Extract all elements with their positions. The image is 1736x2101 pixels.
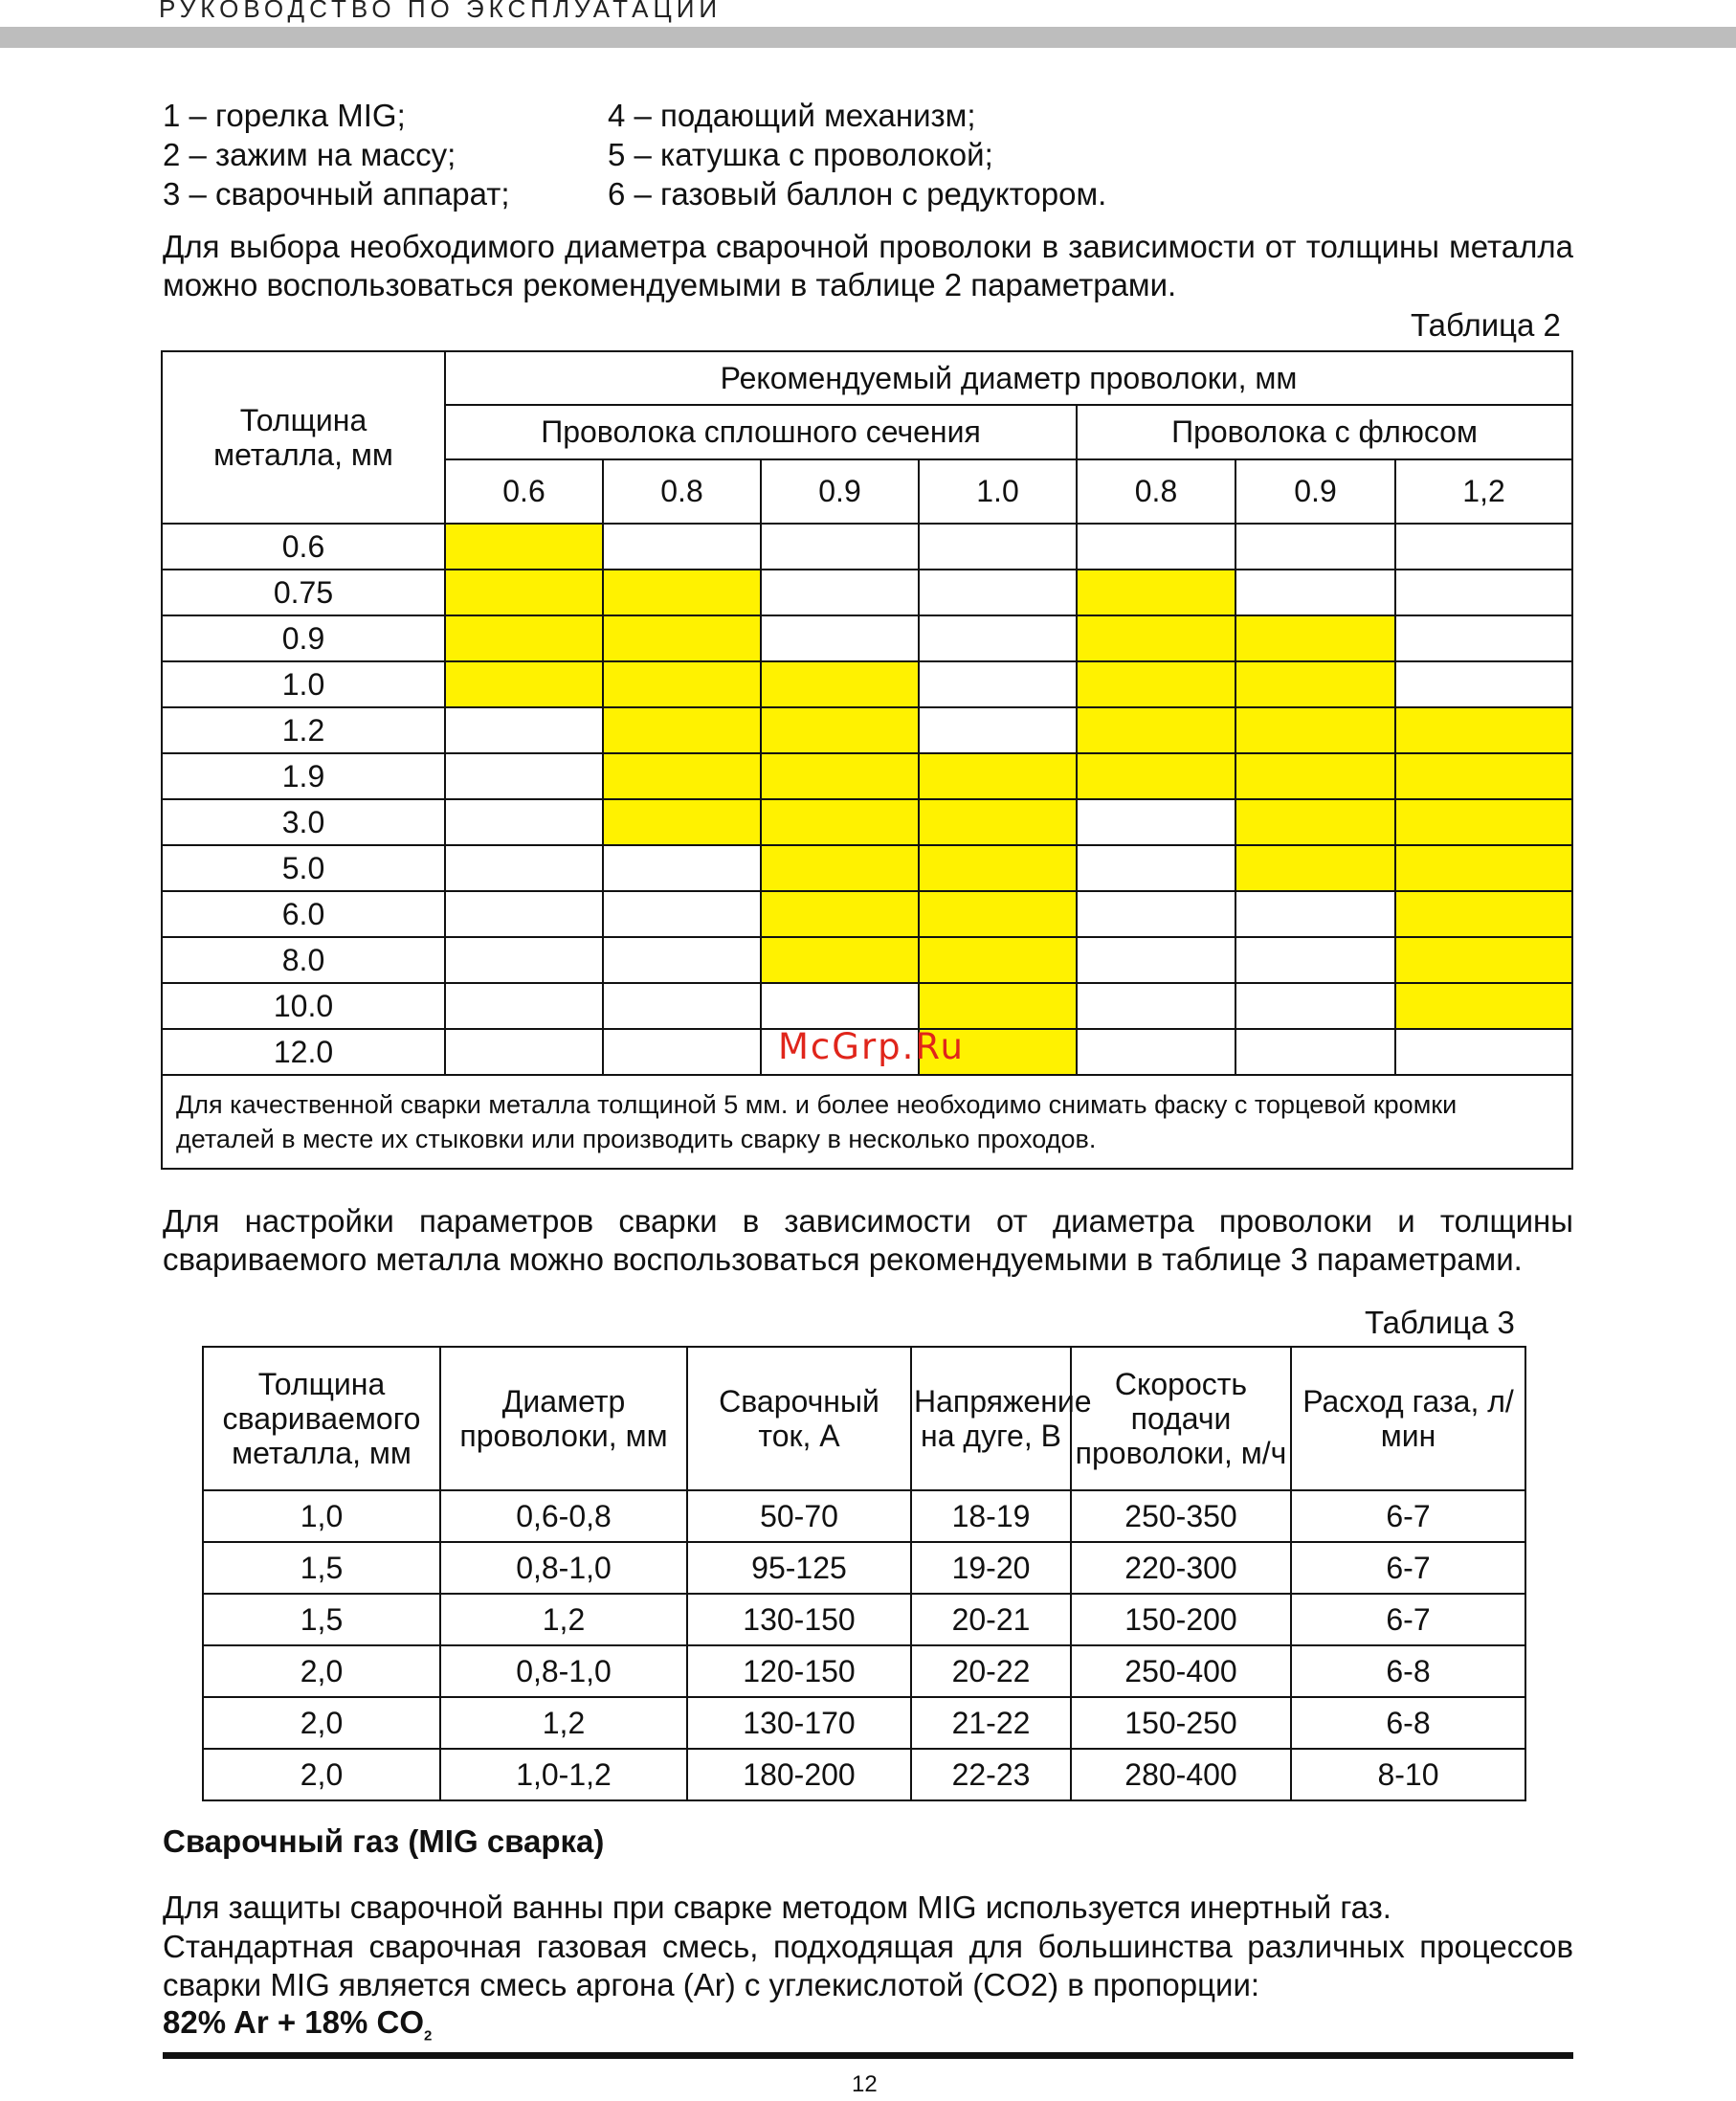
- table-cell: 0,8-1,0: [440, 1542, 687, 1594]
- table-cell: 1,5: [203, 1594, 440, 1645]
- table-cell: 120-150: [687, 1645, 911, 1697]
- recommended-cell: [445, 570, 603, 615]
- recommended-cell: [919, 799, 1077, 845]
- table-row: [203, 1542, 1525, 1594]
- table-cell: 6-8: [1291, 1697, 1525, 1749]
- recommended-cell: [761, 799, 919, 845]
- empty-cell: [1077, 983, 1235, 1029]
- empty-cell: [761, 524, 919, 570]
- empty-cell: [919, 615, 1077, 661]
- page-number: 12: [852, 2071, 878, 2097]
- empty-cell: [1235, 983, 1395, 1029]
- empty-cell: [1235, 891, 1395, 937]
- legend-item: 2 – зажим на массу;: [163, 137, 456, 172]
- thickness-cell: 12.0: [162, 1029, 445, 1075]
- section-title: Сварочный газ (MIG сварка): [163, 1823, 605, 1859]
- diameter-header: 0.9: [1235, 459, 1395, 524]
- empty-cell: [603, 1029, 761, 1075]
- column-header: Расход газа, л/мин: [1291, 1347, 1525, 1490]
- recommended-cell: [603, 753, 761, 799]
- footer-rule: [163, 2052, 1573, 2059]
- recommended-cell: [1235, 661, 1395, 707]
- recommended-cell: [1077, 570, 1235, 615]
- thickness-header: Толщина металла, мм: [162, 351, 445, 524]
- recommended-cell: [1395, 891, 1572, 937]
- legend-row: [163, 174, 1106, 213]
- table-cell: 150-250: [1071, 1697, 1291, 1749]
- intro-paragraph: Для выбора необходимого диаметра сварочной проволоки в зависимости от толщины металла можно воспользоваться рекомендуемыми в таблице 2 параметрами.: [163, 229, 1573, 302]
- table-cell: 50-70: [687, 1490, 911, 1542]
- table-row: [162, 661, 1572, 707]
- table-row: [203, 1749, 1525, 1800]
- empty-cell: [1395, 615, 1572, 661]
- empty-cell: [761, 570, 919, 615]
- empty-cell: [445, 707, 603, 753]
- figure-legend: [163, 96, 1106, 213]
- gas-formula: [163, 2004, 432, 2045]
- settings-paragraph: Для настройки параметров сварки в зависимости от диаметра проволоки и толщины свариваемого металла можно воспользоваться рекомендуемыми в таблице 3 параметрами.: [163, 1203, 1573, 1277]
- diameter-group-header: Рекомендуемый диаметр проволоки, мм: [445, 351, 1572, 405]
- empty-cell: [919, 524, 1077, 570]
- diameter-header: 0.8: [603, 459, 761, 524]
- recommended-cell: [603, 661, 761, 707]
- recommended-cell: [761, 937, 919, 983]
- formula-main: 82% Ar + 18% CO: [163, 2004, 424, 2040]
- table-cell: 0,6-0,8: [440, 1490, 687, 1542]
- recommended-cell: [1235, 707, 1395, 753]
- empty-cell: [919, 570, 1077, 615]
- table-row: [162, 799, 1572, 845]
- recommended-cell: [603, 799, 761, 845]
- table-cell: 1,5: [203, 1542, 440, 1594]
- recommended-cell: [1395, 937, 1572, 983]
- recommended-cell: [761, 707, 919, 753]
- table-cell: 1,0-1,2: [440, 1749, 687, 1800]
- recommended-cell: [445, 661, 603, 707]
- table-cell: 8-10: [1291, 1749, 1525, 1800]
- recommended-cell: [603, 615, 761, 661]
- thickness-cell: 6.0: [162, 891, 445, 937]
- empty-cell: [1395, 661, 1572, 707]
- recommended-cell: [1395, 753, 1572, 799]
- recommended-cell: [445, 524, 603, 570]
- legend-item: 6 – газовый баллон с редуктором.: [608, 176, 1107, 212]
- table-cell: 1,2: [440, 1594, 687, 1645]
- empty-cell: [1235, 1029, 1395, 1075]
- table-row: [203, 1594, 1525, 1645]
- table-cell: 20-22: [911, 1645, 1071, 1697]
- table-row: [162, 845, 1572, 891]
- header-title: РУКОВОДСТВО ПО ЭКСПЛУАТАЦИИ: [159, 0, 723, 23]
- table-cell: 2,0: [203, 1697, 440, 1749]
- empty-cell: [1235, 570, 1395, 615]
- recommended-cell: [919, 983, 1077, 1029]
- recommended-cell: [919, 891, 1077, 937]
- table-cell: 280-400: [1071, 1749, 1291, 1800]
- diameter-header: 1.0: [919, 459, 1077, 524]
- empty-cell: [603, 937, 761, 983]
- table-cell: 6-7: [1291, 1594, 1525, 1645]
- empty-cell: [445, 1029, 603, 1075]
- legend-item: 5 – катушка с проволокой;: [608, 137, 993, 172]
- diameter-header: 1,2: [1395, 459, 1572, 524]
- legend-row: [163, 135, 1106, 174]
- table-row: [162, 891, 1572, 937]
- recommended-cell: [919, 845, 1077, 891]
- table-cell: 22-23: [911, 1749, 1071, 1800]
- table-row: [162, 570, 1572, 615]
- table-row: [203, 1697, 1525, 1749]
- recommended-cell: [1077, 707, 1235, 753]
- table-cell: 2,0: [203, 1749, 440, 1800]
- recommended-cell: [1395, 799, 1572, 845]
- recommended-cell: [919, 753, 1077, 799]
- solid-wire-header: Проволока сплошного сечения: [445, 405, 1077, 459]
- formula-subscript: 2: [424, 2027, 433, 2045]
- thickness-cell: 0.75: [162, 570, 445, 615]
- empty-cell: [445, 799, 603, 845]
- table-row: [162, 937, 1572, 983]
- table-cell: 220-300: [1071, 1542, 1291, 1594]
- table-row: [203, 1490, 1525, 1542]
- legend-item: 1 – горелка MIG;: [163, 98, 406, 133]
- diameter-header: 0.9: [761, 459, 919, 524]
- table-row: [162, 707, 1572, 753]
- table-cell: 130-170: [687, 1697, 911, 1749]
- empty-cell: [603, 845, 761, 891]
- empty-cell: [919, 661, 1077, 707]
- table-cell: 6-8: [1291, 1645, 1525, 1697]
- diameter-header: 0.6: [445, 459, 603, 524]
- thickness-cell: 1.0: [162, 661, 445, 707]
- recommended-cell: [1395, 845, 1572, 891]
- recommended-cell: [1077, 661, 1235, 707]
- recommended-cell: [1395, 707, 1572, 753]
- welding-parameters-table: [202, 1346, 1526, 1801]
- thickness-cell: 0.9: [162, 615, 445, 661]
- recommended-cell: [445, 615, 603, 661]
- gas-paragraph: Для защиты сварочной ванны при сварке методом MIG используется инертный газ.: [163, 1889, 1391, 1925]
- table2-caption: Таблица 2: [1411, 307, 1561, 343]
- empty-cell: [1077, 845, 1235, 891]
- table-row: [162, 983, 1572, 1029]
- table-cell: 95-125: [687, 1542, 911, 1594]
- table-cell: 150-200: [1071, 1594, 1291, 1645]
- header-bar: [0, 27, 1736, 48]
- recommended-cell: [1395, 983, 1572, 1029]
- recommended-cell: [603, 570, 761, 615]
- gas-mix-paragraph: Стандартная сварочная газовая смесь, подходящая для большинства различных процессов сварки MIG является смесь аргона (Ar) с углекислотой (CO2) в пропорции:: [163, 1929, 1573, 2002]
- empty-cell: [1077, 799, 1235, 845]
- column-header: Напряжение на дуге, В: [911, 1347, 1071, 1490]
- empty-cell: [919, 707, 1077, 753]
- legend-item: 3 – сварочный аппарат;: [163, 176, 510, 212]
- thickness-cell: 1.2: [162, 707, 445, 753]
- table-cell: 1,0: [203, 1490, 440, 1542]
- recommended-cell: [919, 937, 1077, 983]
- column-header: Диаметр проволоки, мм: [440, 1347, 687, 1490]
- table-cell: 2,0: [203, 1645, 440, 1697]
- thickness-cell: 0.6: [162, 524, 445, 570]
- table3-caption: Таблица 3: [1365, 1305, 1515, 1340]
- recommended-cell: [761, 661, 919, 707]
- table-row: [162, 615, 1572, 661]
- empty-cell: [445, 891, 603, 937]
- column-header: Толщина свариваемого металла, мм: [203, 1347, 440, 1490]
- table-cell: 0,8-1,0: [440, 1645, 687, 1697]
- empty-cell: [1395, 570, 1572, 615]
- empty-cell: [603, 524, 761, 570]
- table-cell: 21-22: [911, 1697, 1071, 1749]
- table-cell: 19-20: [911, 1542, 1071, 1594]
- empty-cell: [445, 983, 603, 1029]
- thickness-cell: 5.0: [162, 845, 445, 891]
- watermark: McGrp.Ru: [778, 1026, 965, 1067]
- table-cell: 6-7: [1291, 1542, 1525, 1594]
- empty-cell: [1077, 524, 1235, 570]
- recommended-cell: [1077, 753, 1235, 799]
- empty-cell: [1235, 937, 1395, 983]
- table-cell: 130-150: [687, 1594, 911, 1645]
- table-cell: 180-200: [687, 1749, 911, 1800]
- column-header: Сварочный ток, А: [687, 1347, 911, 1490]
- recommended-cell: [603, 707, 761, 753]
- table-cell: 18-19: [911, 1490, 1071, 1542]
- thickness-cell: 10.0: [162, 983, 445, 1029]
- flux-wire-header: Проволока с флюсом: [1077, 405, 1572, 459]
- thickness-cell: 8.0: [162, 937, 445, 983]
- table-cell: 20-21: [911, 1594, 1071, 1645]
- thickness-cell: 3.0: [162, 799, 445, 845]
- empty-cell: [445, 753, 603, 799]
- table-row: [203, 1645, 1525, 1697]
- column-header: Скорость подачи проволоки, м/ч: [1071, 1347, 1291, 1490]
- empty-cell: [445, 937, 603, 983]
- empty-cell: [761, 983, 919, 1029]
- empty-cell: [603, 891, 761, 937]
- note-row: [162, 1075, 1572, 1169]
- recommended-cell: [761, 753, 919, 799]
- empty-cell: [1077, 1029, 1235, 1075]
- recommended-cell: [761, 845, 919, 891]
- recommended-cell: [1235, 799, 1395, 845]
- empty-cell: [1077, 937, 1235, 983]
- empty-cell: [761, 615, 919, 661]
- empty-cell: [1395, 1029, 1572, 1075]
- table-cell: 1,2: [440, 1697, 687, 1749]
- table-note: Для качественной сварки металла толщиной 5 мм. и более необходимо снимать фаску с торцевой кромки деталей в месте их стыковки или производить сварку в несколько проходов.: [162, 1075, 1572, 1169]
- recommended-cell: [1077, 615, 1235, 661]
- empty-cell: [1235, 524, 1395, 570]
- table-cell: 6-7: [1291, 1490, 1525, 1542]
- table-row: [162, 753, 1572, 799]
- diameter-header: 0.8: [1077, 459, 1235, 524]
- legend-item: 4 – подающий механизм;: [608, 98, 976, 133]
- legend-row: [163, 96, 1106, 135]
- recommended-cell: [1235, 615, 1395, 661]
- empty-cell: [1077, 891, 1235, 937]
- thickness-cell: 1.9: [162, 753, 445, 799]
- recommended-cell: [1235, 753, 1395, 799]
- empty-cell: [603, 983, 761, 1029]
- empty-cell: [1395, 524, 1572, 570]
- table-row: [162, 524, 1572, 570]
- empty-cell: [445, 845, 603, 891]
- table-cell: 250-350: [1071, 1490, 1291, 1542]
- table-cell: 250-400: [1071, 1645, 1291, 1697]
- recommended-cell: [1235, 845, 1395, 891]
- recommended-cell: [761, 891, 919, 937]
